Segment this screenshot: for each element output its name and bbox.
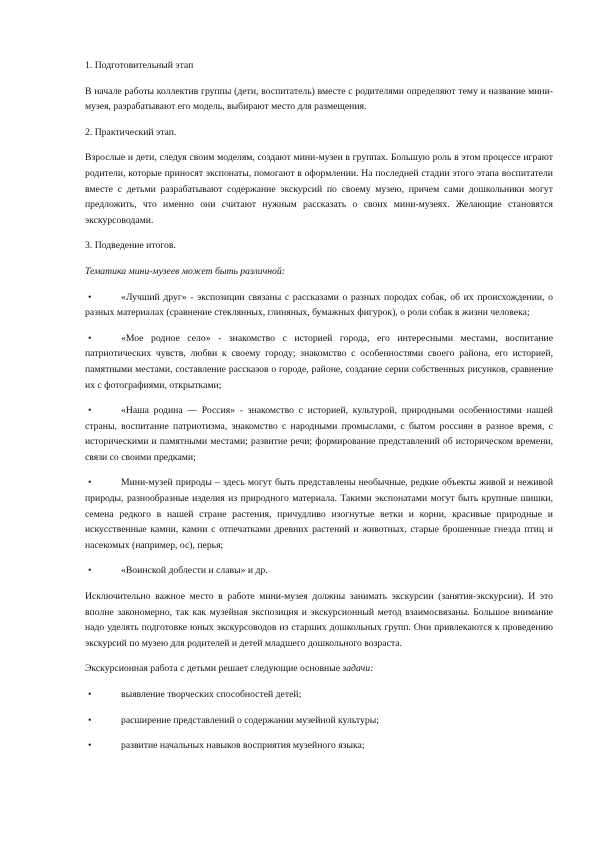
section-3-title: 3. Подведение итогов.	[85, 240, 176, 252]
section-2-title: 2. Практический этап.	[85, 126, 177, 138]
section-1-paragraph: В начале работы коллектив группы (дети, воспитатель) вместе с родителями определяют тему и название мини-музея, разрабатывают его модель, выбирают место для размещения.	[85, 85, 553, 113]
theme-item	[85, 290, 553, 321]
bullet-icon: •	[88, 565, 92, 577]
theme-item	[85, 563, 553, 579]
theme-text: Мини-музей природы – здесь могут быть представлены необычные, редкие объекты живой и неживой природы, разнообразные изделия из природного материала. Такими экспонатами могут быть крупные шишки, семена редкого в нашей стране растения, причудливо изогнутые ветки и корни, красивые природные и искусственные камни, камни с отпечатками древних растений и животных, старые брошенные гнезда птиц и насекомых (например, ос), перья;	[85, 477, 553, 551]
theme-text: «Лучший друг» - экспозиции связаны с рассказами о разных породах собак, об их происхождении, о разных материалах (сравнение стеклянных, глиняных, бумажных фигурок), о роли собак в жизни человека;	[85, 291, 553, 319]
bullet-icon: •	[88, 332, 92, 344]
theme-item	[85, 475, 553, 553]
bullet-icon: •	[88, 405, 92, 417]
bullet-icon: •	[88, 477, 92, 489]
tasks-intro	[85, 661, 553, 677]
tasks-intro-text: Экскурсионная работа с детьми решает следующие основные	[85, 663, 343, 675]
document-page	[85, 58, 553, 764]
bullet-icon: •	[88, 689, 92, 700]
task-item	[85, 687, 553, 703]
tasks-word: задачи:	[342, 663, 374, 675]
task-text: выявление творческих способностей детей;	[121, 689, 302, 700]
task-text: расширение представлений о содержании музейной культуры;	[121, 714, 379, 726]
theme-item	[85, 331, 553, 393]
theme-text: «Наша родина — Россия» - знакомство с историей, культурой, природными особенностями нашей страны, воспитание патриотизма, знакомство с народными промыслами, с бытом россиян в разное время, с историческими и памятными местами; развитие речи; формирование представлений об историческом времени, связи со своими предками;	[85, 405, 553, 463]
section-1-title: 1. Подготовительный этап	[85, 60, 194, 71]
theme-text: «Мое родное село» - знакомство с историей города, его интересными местами, воспитание патриотических чувств, любви к своему городу; знакомство с особенностями своего района, его историей, памятными местами, составление рассказов о городе, районе, создание серии собственных рисунков, сравнение их с фотографиями, открытками;	[85, 332, 553, 391]
task-text: развитие начальных навыков восприятия музейного языка;	[121, 740, 365, 752]
excursion-paragraph: Исключительно важное место в работе мини-музея должны занимать экскурсии (занятия-экскурсии). И это вполне закономерно, так как музейная экспозиция и экскурсионный метод взаимосвязаны. Большое внимание надо уделять подготовке юных экскурсоводов из старших дошкольных групп. Они привлекаются к проведению экскурсий по музею для родителей и детей младшего дошкольного возраста.	[85, 591, 553, 649]
bullet-icon: •	[88, 740, 92, 752]
theme-text: «Воинской доблести и славы» и др.	[121, 565, 268, 577]
themes-heading: Тематика мини-музеев может быть различной:	[85, 265, 285, 277]
theme-item	[85, 403, 553, 465]
task-item	[85, 738, 553, 754]
section-2-paragraph: Взрослые и дети, следуя своим моделям, создают мини-музеи в группах. Большую роль в этом процессе играют родители, которые приносят экспонаты, помогают в оформлении. На последней стадии этого этапа воспитатели вместе с детьми разрабатывают содержание экскурсий по своему музею, причем сами дошкольники могут предложить, что именно они считают нужным рассказать о своих мини-музеях. Желающие становятся экскурсоводами.	[85, 152, 553, 226]
bullet-icon: •	[88, 291, 92, 303]
task-item	[85, 713, 553, 729]
bullet-icon: •	[88, 714, 92, 726]
